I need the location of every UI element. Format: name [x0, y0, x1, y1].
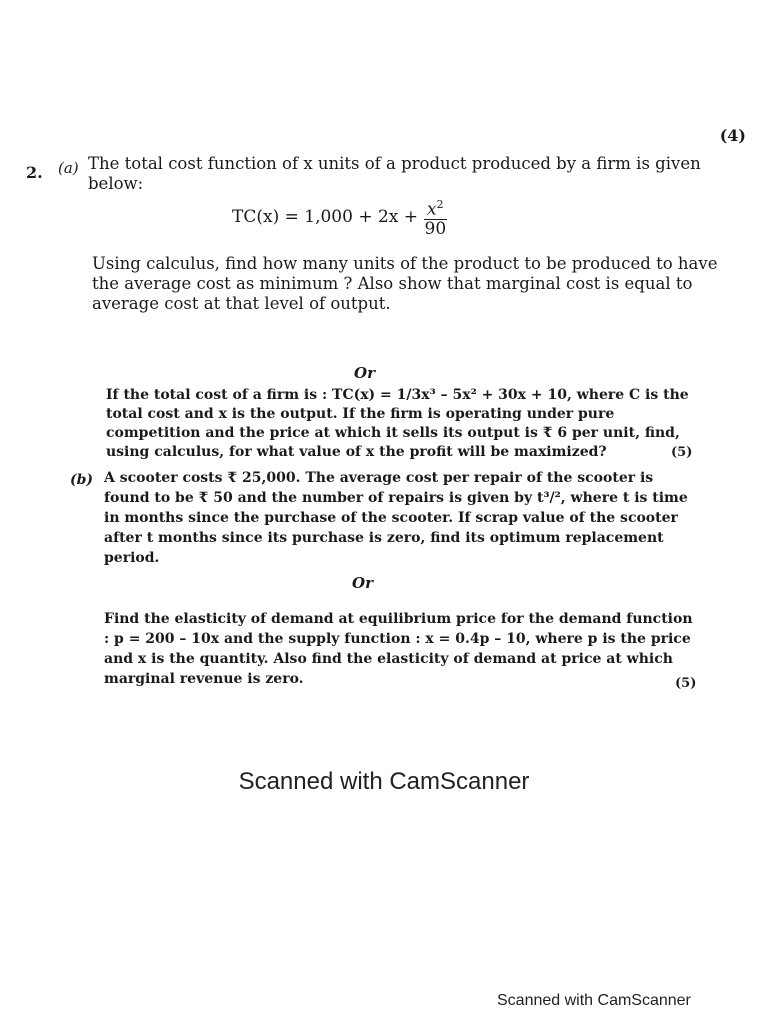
marks-indicator-a: (5): [671, 445, 693, 460]
question-number: 2.: [26, 163, 43, 182]
part-a-question: Using calculus, find how many units of the product to be produced to have the average cost as minimum ? Also show that marginal cost is equal to average cost at that level of output.: [92, 254, 718, 313]
marks-indicator-top: (4): [719, 126, 746, 145]
part-a-text: The total cost function of x units of a product produced by a firm is given below:: [88, 154, 701, 193]
formula-lhs: TC(x) = 1,000 + 2x +: [232, 206, 419, 227]
formula-numerator-var: x: [427, 199, 437, 220]
part-b-text: A scooter costs ₹ 25,000. The average cost per repair of the scooter is found to be ₹ 50 and the number of repairs is given by t³/², where t is time in months since the purchase of the scooter. If scrap value of the scooter after t months since its purchase is zero, find its optimum replacement period.: [104, 470, 688, 566]
part-a-label: (a): [58, 159, 79, 177]
formula-numerator-exp: 2: [436, 198, 444, 211]
cost-function-formula: [232, 196, 447, 238]
formula-fraction: [424, 196, 447, 238]
alternative-b-text: Find the elasticity of demand at equilibrium price for the demand function : p = 200 – 10x and the supply function : x = 0.4p – 10, where p is the price and x is the quantity. Also find the elasticity of demand at price at which marginal revenue is zero.: [104, 611, 693, 687]
or-divider-1: Or: [354, 364, 375, 382]
camscanner-watermark-footer: Scanned with CamScanner: [497, 992, 691, 1009]
alternative-a-text: If the total cost of a firm is : TC(x) = 1/3x³ – 5x² + 30x + 10, where C is the total cost and x is the output. If the firm is operating under pure competition and the price at which it sells its output is ₹ 6 per unit, find, using calculus, for what value of x the profit will be maximized?: [106, 387, 689, 460]
part-b-label: (b): [70, 472, 94, 488]
or-divider-2: Or: [352, 574, 373, 592]
camscanner-watermark-center: Scanned with CamScanner: [238, 768, 530, 795]
marks-indicator-b: (5): [675, 676, 697, 691]
formula-denominator: 90: [424, 218, 447, 239]
formula-numerator: [424, 196, 447, 220]
